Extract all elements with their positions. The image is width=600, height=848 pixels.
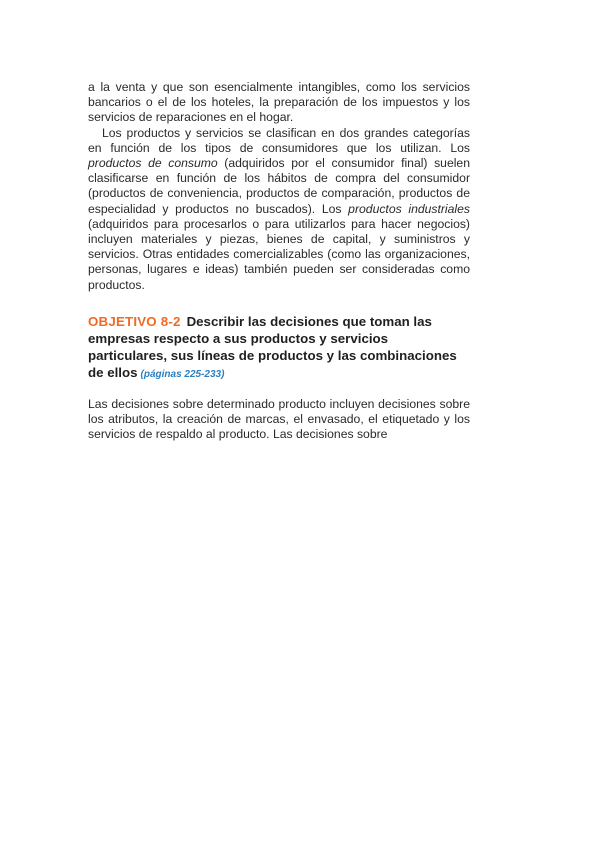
text-column (88, 80, 470, 442)
paragraph-2 (88, 126, 470, 293)
paragraph-2-part-1: Los productos y servicios se clasifican en dos grandes categorías en función de los tipos de consumidores que los utilizan. Los (88, 125, 470, 155)
objective-label: OBJETIVO 8-2 (88, 313, 181, 329)
paragraph-1: a la venta y que son esencialmente intangibles, como los servicios bancarios o el de los hoteles, la preparación de los impuestos y los servicios de reparaciones en el hogar. (88, 80, 470, 125)
term-consumer-products: productos de consumo (88, 156, 218, 171)
paragraph-2-part-3: (adquiridos para procesarlos o para utilizarlos para hacer negocios) incluyen materiales y piezas, bienes de capital, y suministros y servicios. Otras entidades comercializables (como las organizaciones, personas, lugares e ideas) también pueden ser consideradas como productos. (88, 216, 470, 292)
objective-heading (88, 313, 470, 383)
objective-text: Describir las decisiones que toman las empresas respecto a sus productos y servicios particulares, sus líneas de productos y las combinaciones de ellos (88, 313, 457, 380)
paragraph-3: Las decisiones sobre determinado producto incluyen decisiones sobre los atributos, la creación de marcas, el envasado, el etiquetado y los servicios de respaldo al producto. Las decisiones sobre (88, 396, 470, 442)
page-reference: (páginas 225-233) (140, 368, 225, 380)
paragraph-2-part-2: (adquiridos por el consumidor final) suelen clasificarse en función de los hábitos de compra del consumidor (productos de conveniencia, productos de comparación, productos de especialidad y productos no buscados). Los (88, 156, 470, 216)
term-industrial-products: productos industriales (348, 201, 471, 216)
